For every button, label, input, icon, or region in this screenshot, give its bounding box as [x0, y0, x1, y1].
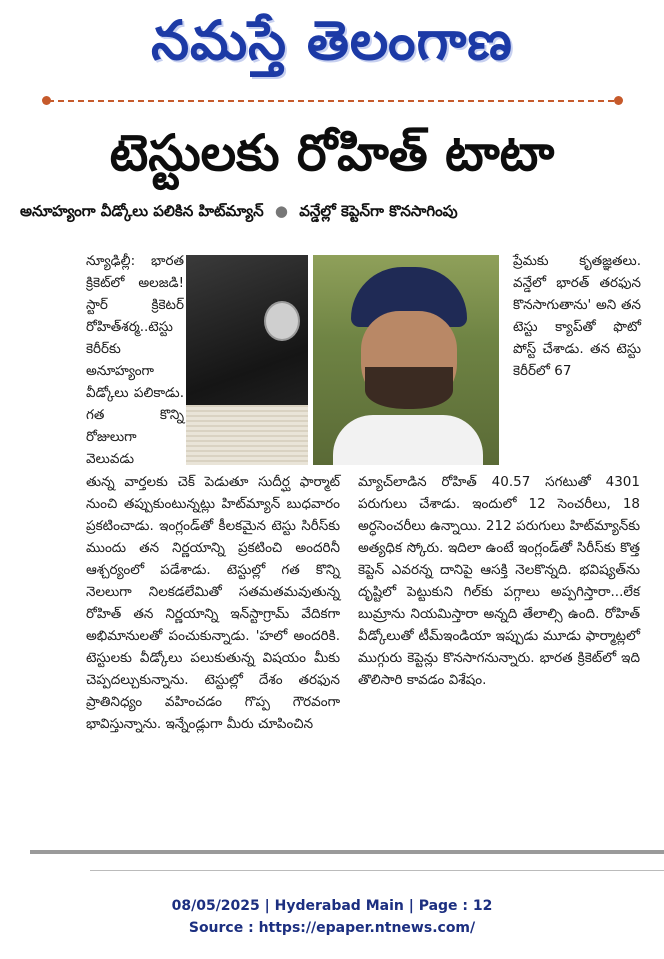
page-bottom-thin-rule	[90, 870, 664, 871]
page-bottom-rule	[30, 850, 664, 854]
article-text: తున్న వార్తలకు చెక్ పెడుతూ సుదీర్ఘ ఫార్మాట్ నుంచి తప్పుకుంటున్నట్లు హిట్‌మ్యాన్ బుధవారం ప్రకటించాడు. ఇంగ్లండ్‌తో కీలకమైన టెస్టు సిరీస్‌కు ముందు తన నిర్ణయాన్ని ప్రకటించి అందరినీ ఆశ్చర్యంలో పడేశాడు. టెస్టుల్లో గత కొన్ని నెలలుగా నిలకడలేమితో సతమతమవుతున్న రోహిత్ తన నిర్ణయాన్ని ఇన్‌స్టాగ్రామ్ వేదికగా అభిమానులతో పంచుకున్నాడు. 'హలో అందరికి. టెస్టులకు వీడ్కోలు పలుకుతున్న విషయం మీకు చెప్పదల్చుకున్నాను. టెస్టుల్లో దేశం తరఫున ప్రాతినిధ్యం వహించడం గొప్ప గౌరవంగా భావిస్తున్నాను. ఇన్నేండ్లుగా మీరు చూపించిన	[86, 474, 340, 732]
article-text: మ్యాచ్‌లాడిన రోహిత్ 40.57 సగటుతో 4301 పరుగులు చేశాడు. ఇందులో 12 సెంచరీలు, 18 అర్ధసెంచరీలు ఉన్నాయి. 212 పరుగులు హిట్‌మ్యాన్‌కు అత్యధిక స్కోరు. ఇదిలా ఉంటే ఇంగ్లండ్‌తో సిరీస్‌కు కొత్త కెప్టెన్ ఎవరన్న దానిపై ఆసక్తి నెలకొన్నది. భవిష్యత్‌ను దృష్టిలో పెట్టుకుని గిల్‌కు పగ్గాలు అప్పగిస్తారా...లేక బుమ్రాను నియమిస్తారా అన్నది తేలాల్సి ఉంది. రోహిత్ వీడ్కోలుతో టీమ్‌ఇండియా ఇప్పుడు మూడు ఫార్మాట్లలో ముగ్గురు కెప్టెన్లు కొనసాగనున్నారు. భారత క్రికెట్‌లో ఇది తొలిసారి కావడం విశేషం.	[358, 474, 640, 688]
cap-badge-icon	[264, 301, 300, 341]
rule-dot-right	[614, 96, 623, 105]
shirt-shape	[333, 415, 483, 465]
article-column-bottom-left	[86, 471, 340, 735]
footer-edition-info: 08/05/2025 | Hyderabad Main | Page : 12	[171, 898, 493, 914]
photo-background	[186, 405, 308, 465]
player-photo	[313, 255, 499, 465]
article-subheadline	[20, 202, 660, 224]
subhead-right: వన్డేల్లో కెప్టెన్‌గా కొనసాగింపు	[299, 202, 458, 220]
masthead	[0, 0, 664, 86]
article-column-right	[513, 250, 641, 382]
article-column-bottom-right	[358, 471, 640, 691]
newspaper-logo: నమస్తే తెలంగాణ	[151, 9, 513, 72]
article-headline: టెస్టులకు రోహిత్ టాటా	[109, 124, 555, 182]
article-text: న్యూఢిల్లీ: భారత క్రికెట్‌లో అలజడి! స్టార్ క్రికెటర్ రోహిత్‌శర్మ..టెస్టు కెరీర్‌కు అనూహ్యంగా వీడ్కోలు పలికాడు. గత కొన్ని రోజులుగా వెలువడు	[86, 253, 184, 467]
test-cap-photo	[186, 255, 308, 465]
bullet-separator: ●	[274, 202, 288, 220]
beard-shape	[365, 367, 453, 409]
masthead-divider	[48, 100, 614, 102]
article-column-left	[86, 250, 184, 470]
footer-source: Source : https://epaper.ntnews.com/	[188, 920, 476, 936]
article-text: ప్రేమకు కృతజ్ఞతలు. వన్డేలో భారత్ తరఫున కొనసాగుతాను' అని తన టెస్టు క్యాప్‌తో ఫొటో పోస్ట్ చేశాడు. తన టెస్టు కెరీర్‌లో 67	[513, 253, 641, 379]
subhead-left: అనూహ్యంగా వీడ్కోలు పలికిన హిట్‌మ్యాన్	[20, 202, 264, 220]
